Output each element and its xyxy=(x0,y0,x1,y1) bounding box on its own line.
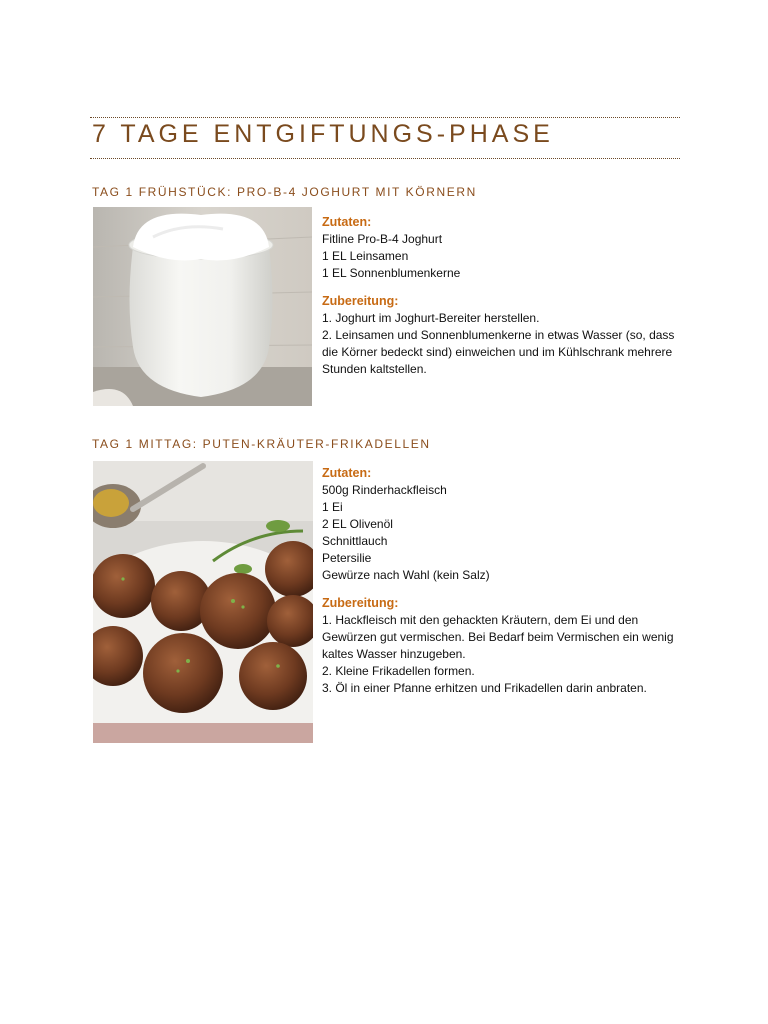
ingredient-item: Petersilie xyxy=(322,551,372,565)
title-rule-top xyxy=(90,117,680,118)
title-rule-bottom xyxy=(90,158,680,159)
recipe-heading-breakfast: TAG 1 FRÜHSTÜCK: PRO-B-4 JOGHURT MIT KÖRNERN xyxy=(92,185,477,199)
meatballs-plate-photo xyxy=(93,461,313,743)
recipe-heading-lunch: TAG 1 MITTAG: PUTEN-KRÄUTER-FRIKADELLEN xyxy=(92,437,431,451)
page-title: 7 TAGE ENTGIFTUNGS-PHASE xyxy=(92,120,554,148)
ingredient-item: Schnittlauch xyxy=(322,534,388,548)
preparation-label: Zubereitung: xyxy=(322,294,399,308)
preparation-step: 2. Leinsamen und Sonnenblumenkerne in etwas Wasser (so, dass die Körner bedeckt sind) einweichen und im Kühlschrank mehrere Stunden kaltstellen. xyxy=(322,328,675,376)
preparation-step: 1. Joghurt im Joghurt-Bereiter herstellen. xyxy=(322,311,540,325)
ingredient-item: Gewürze nach Wahl (kein Salz) xyxy=(322,568,490,582)
ingredient-item: 1 Ei xyxy=(322,500,343,514)
preparation-step: 2. Kleine Frikadellen formen. xyxy=(322,664,475,678)
ingredient-item: 1 EL Leinsamen xyxy=(322,249,409,263)
preparation-label: Zubereitung: xyxy=(322,596,399,610)
ingredient-item: 2 EL Olivenöl xyxy=(322,517,393,531)
ingredients-label: Zutaten: xyxy=(322,215,372,229)
yogurt-jar-photo xyxy=(93,207,312,406)
ingredient-item: 1 EL Sonnenblumenkerne xyxy=(322,266,461,280)
ingredients-label: Zutaten: xyxy=(322,466,372,480)
ingredient-item: 500g Rinderhackfleisch xyxy=(322,483,447,497)
preparation-step: 3. Öl in einer Pfanne erhitzen und Frikadellen darin anbraten. xyxy=(322,681,647,695)
ingredient-item: Fitline Pro-B-4 Joghurt xyxy=(322,232,443,246)
recipe-text-breakfast xyxy=(322,214,678,378)
preparation-step: 1. Hackfleisch mit den gehackten Kräutern, dem Ei und den Gewürzen gut vermischen. Bei Bedarf beim Vermischen ein wenig kaltes Wasser hinzugeben. xyxy=(322,613,674,661)
recipe-text-lunch xyxy=(322,465,678,697)
